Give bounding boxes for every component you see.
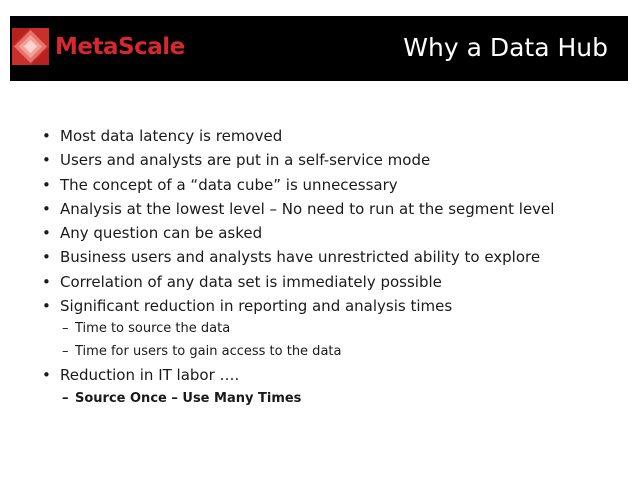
bullet-text: The concept of a “data cube” is unnecessary <box>60 175 398 194</box>
bullet-icon: • <box>42 366 51 385</box>
bullet-text: Analysis at the lowest level – No need to run at the segment level <box>60 199 555 218</box>
bullet-item <box>30 294 620 318</box>
bullet-icon: • <box>42 175 51 194</box>
bullet-icon: • <box>42 151 51 170</box>
sub-bullet-text: Time to source the data <box>75 321 231 337</box>
bullet-list <box>30 124 620 410</box>
bullet-icon: • <box>42 199 51 218</box>
sub-bullet-item <box>30 388 620 411</box>
bullet-icon: • <box>42 297 51 316</box>
bullet-text: Any question can be asked <box>60 224 263 243</box>
bullet-item <box>30 363 620 387</box>
bullet-text: Correlation of any data set is immediately possible <box>60 272 442 291</box>
logo-text: MetaScale <box>55 33 185 60</box>
bullet-item <box>30 270 620 294</box>
bullet-icon: • <box>42 224 51 243</box>
header-bar <box>10 16 628 81</box>
bullet-text: Significant reduction in reporting and analysis times <box>60 297 453 316</box>
bullet-text: Users and analysts are put in a self-service mode <box>60 151 431 170</box>
metascale-logo-icon <box>12 28 49 65</box>
bullet-text: Most data latency is removed <box>60 127 283 145</box>
sub-bullet-text: Time for users to gain access to the data <box>75 343 342 359</box>
bullet-text: Business users and analysts have unrestricted ability to explore <box>60 248 541 267</box>
bullet-icon: • <box>42 272 51 291</box>
bullet-icon: • <box>42 127 51 145</box>
bullet-icon: • <box>42 248 51 267</box>
dash-icon: – <box>62 343 69 359</box>
dash-icon: – <box>62 321 69 337</box>
bullet-text: Reduction in IT labor …. <box>60 366 240 385</box>
logo <box>12 28 185 65</box>
bullet-item <box>30 124 620 148</box>
bullet-item <box>30 197 620 221</box>
bullet-item <box>30 245 620 269</box>
sub-bullet-item <box>30 318 620 341</box>
sub-bullet-item <box>30 341 620 364</box>
bullet-item <box>30 148 620 172</box>
bullet-item <box>30 173 620 197</box>
bullet-item <box>30 221 620 245</box>
dash-icon: – <box>62 390 69 406</box>
sub-bullet-text: Source Once – Use Many Times <box>75 390 302 406</box>
slide-title: Why a Data Hub <box>403 33 608 62</box>
